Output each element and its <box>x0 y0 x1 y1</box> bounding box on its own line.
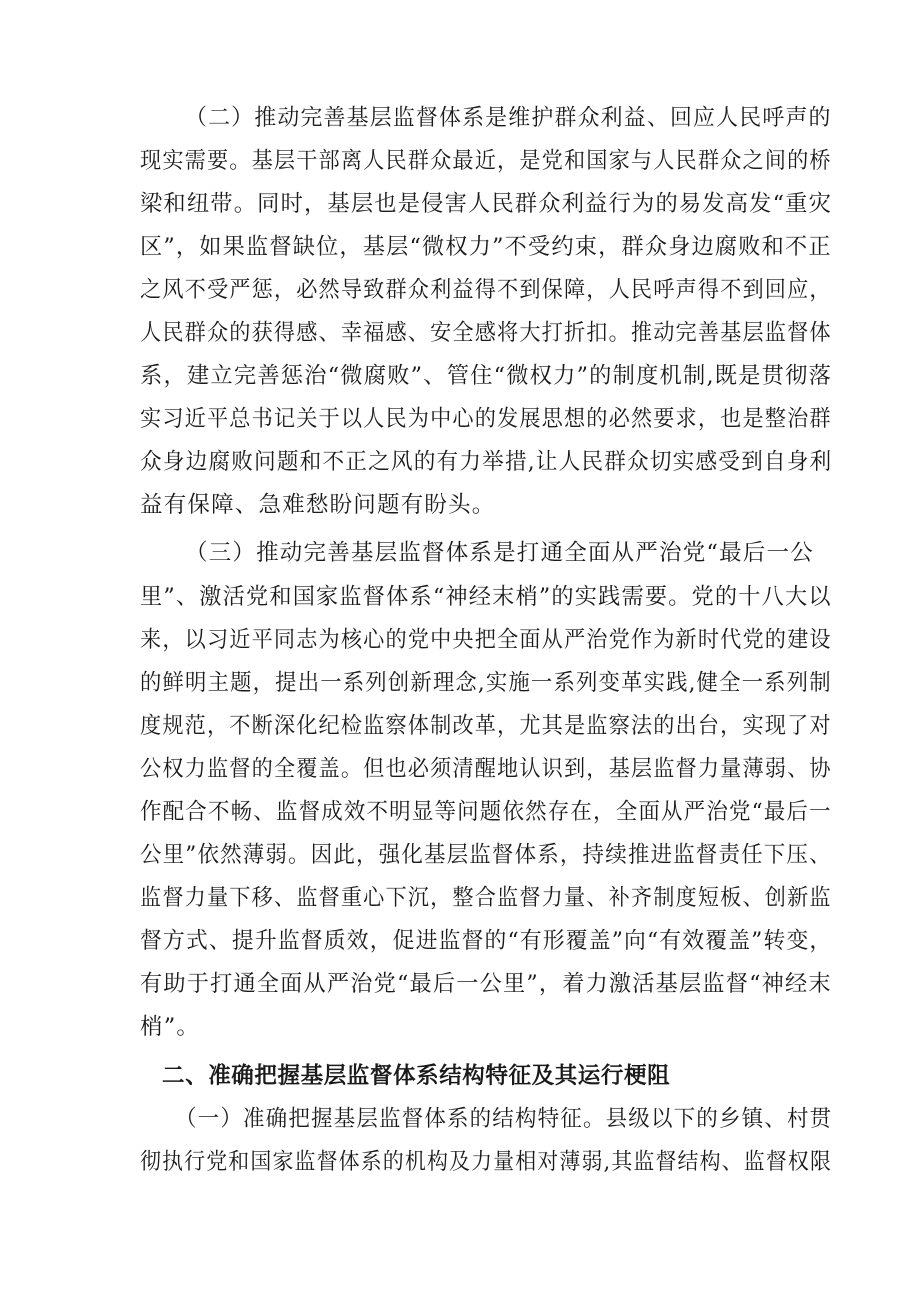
paragraph-line: 公权力监督的全覆盖。但也必须清醒地认识到，基层监督力量薄弱、协 <box>140 756 832 782</box>
paragraph-line: 现实需要。基层干部离人民群众最近，是党和国家与人民群众之间的桥 <box>140 148 832 174</box>
paragraph-line: 之风不受严惩，必然导致群众利益得不到保障，人民呼声得不到回应， <box>140 277 832 303</box>
paragraph-line: 督方式、提升监督质效，促进监督的“有形覆盖”向“有效覆盖”转变， <box>140 928 833 954</box>
paragraph-line: 度规范，不断深化纪检监察体制改革，尤其是监察法的出台，实现了对 <box>140 713 832 739</box>
paragraph-line: 有助于打通全面从严治党“最后一公里”，着力激活基层监督“神经末 <box>140 971 832 997</box>
section-heading: 二、准确把握基层监督体系结构特征及其运行梗阻 <box>162 1063 671 1089</box>
paragraph-line: 监督力量下移、监督重心下沉，整合监督力量、补齐制度短板、创新监 <box>140 885 832 911</box>
paragraph-line: 里”、激活党和国家监督体系“神经末梢”的实践需要。党的十八大以 <box>140 584 832 610</box>
paragraph-line: 人民群众的获得感、幸福感、安全感将大打折扣。推动完善基层监督体 <box>140 320 832 346</box>
paragraph-line: 实习近平总书记关于以人民为中心的发展思想的必然要求，也是整治群 <box>140 406 832 432</box>
paragraph-line: 梁和纽带。同时，基层也是侵害人民群众利益行为的易发高发“重灾 <box>140 191 833 217</box>
paragraph-line: 众身边腐败问题和不正之风的有力举措,让人民群众切实感受到自身利 <box>140 449 833 475</box>
paragraph-line: （一）准确把握基层监督体系的结构特征。县级以下的乡镇、村贯 <box>175 1106 833 1132</box>
paragraph-line: 公里”依然薄弱。因此，强化基层监督体系，持续推进监督责任下压、 <box>140 842 832 868</box>
paragraph-line: 作配合不畅、监督成效不明显等问题依然存在，全面从严治党“最后一 <box>140 799 832 825</box>
paragraph-line: 梢”。 <box>140 1014 201 1040</box>
paragraph-line: 彻执行党和国家监督体系的机构及力量相对薄弱,其监督结构、监督权限 <box>140 1149 833 1175</box>
paragraph-line: 区”，如果监督缺位，基层“微权力”不受约束，群众身边腐败和不正 <box>140 234 832 260</box>
paragraph-line: 的鲜明主题，提出一系列创新理念,实施一系列变革实践,健全一系列制 <box>140 670 832 696</box>
paragraph-line: 系，建立完善惩治“微腐败”、管住“微权力”的制度机制,既是贯彻落 <box>140 363 833 389</box>
paragraph-line: （三）推动完善基层监督体系是打通全面从严治党“最后一公 <box>185 540 814 566</box>
paragraph-line: 来，以习近平同志为核心的党中央把全面从严治党作为新时代党的建设 <box>140 627 832 653</box>
paragraph-line: （二）推动完善基层监督体系是维护群众利益、回应人民呼声的 <box>185 105 832 131</box>
paragraph-line: 益有保障、急难愁盼问题有盼头。 <box>140 492 496 518</box>
